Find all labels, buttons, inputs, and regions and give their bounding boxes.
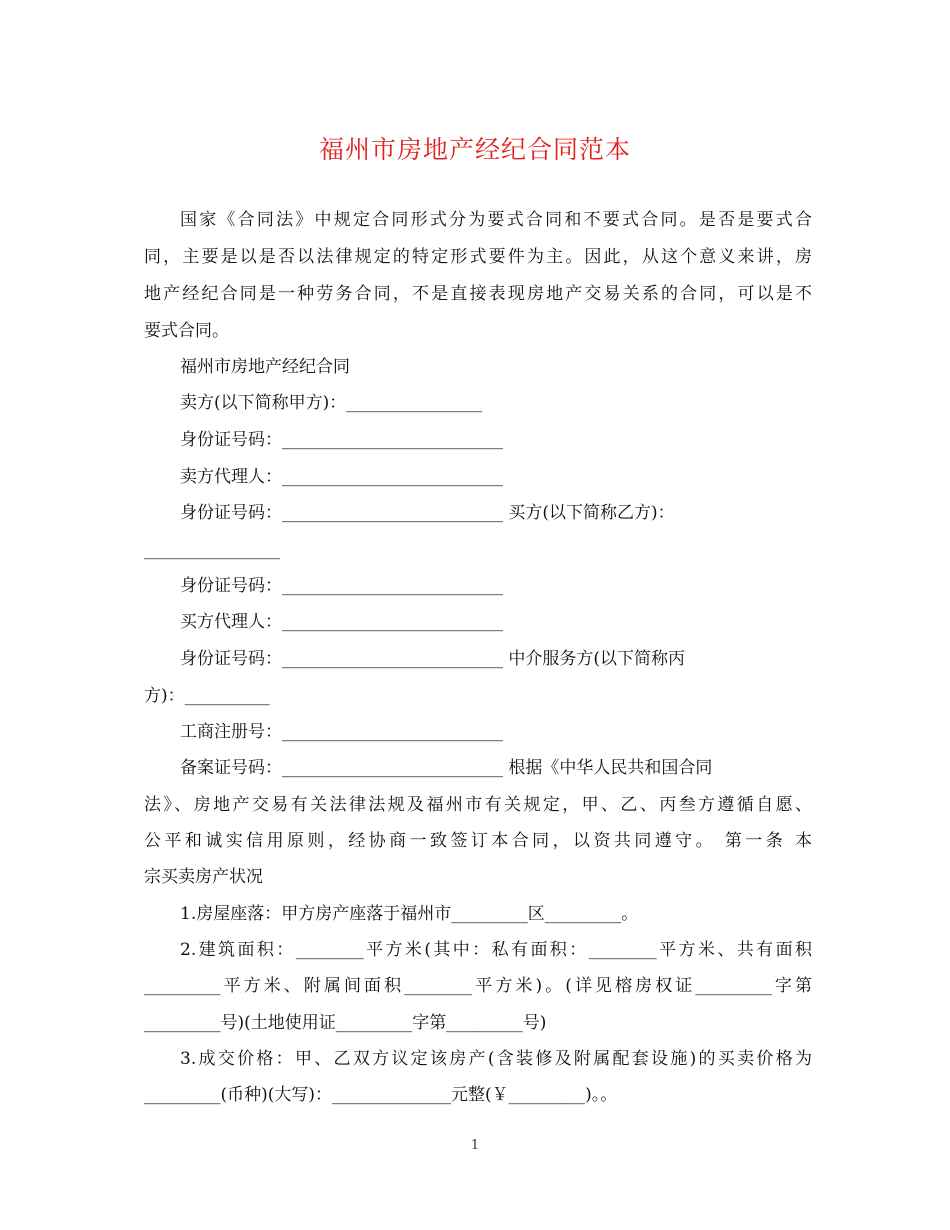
paragraph-line: 国家《合同法》中规定合同形式分为要式合同和不要式合同。是否是要式合	[180, 210, 812, 230]
clause-area-cont: _________平方米、附属间面积________平方米)。(详见榕房权证_________字第	[144, 976, 812, 996]
filing-number-field: 备案证号码：__________________________ 根据《中华人民共和国合同	[180, 758, 713, 778]
paragraph-line: 宗买卖房产状况	[144, 867, 263, 887]
paragraph-line: 同，主要是以是否以法律规定的特定形式要件为主。因此，从这个意义来讲，房	[144, 247, 812, 267]
clause-area-cont: _________号)(土地使用证_________字第_________号)	[144, 1013, 547, 1033]
business-reg-field: 工商注册号：__________________________	[180, 722, 503, 742]
buyer-agent-field: 买方代理人：__________________________	[180, 612, 503, 632]
paragraph-line: 法》、房地产交易有关法律法规及福州市有关规定，甲、乙、丙叁方遵循自愿、	[144, 795, 812, 815]
seller-agent-field: 卖方代理人：__________________________	[180, 467, 503, 487]
clause-price-cont: _________(币种)(大写)：______________元整(￥_________)。。	[144, 1085, 618, 1105]
paragraph-line: 地产经纪合同是一种劳务合同，不是直接表现房地产交易关系的合同，可以是不	[144, 284, 812, 304]
buyer-blank: ________________	[144, 540, 280, 560]
seller-id-field: 身份证号码：__________________________	[180, 430, 503, 450]
document-title: 福州市房地产经纪合同范本	[318, 135, 631, 164]
buyer-agent-id-field: 身份证号码：__________________________ 中介服务方(以下简称丙	[180, 649, 686, 669]
contract-heading: 福州市房地产经纪合同	[180, 357, 350, 377]
page-number: 1	[470, 1138, 480, 1153]
paragraph-line: 要式合同。	[144, 321, 229, 341]
seller-agent-id-field: 身份证号码：__________________________ 买方(以下简称乙方)：	[180, 503, 675, 523]
seller-field: 卖方(以下简称甲方)：________________	[180, 393, 483, 413]
clause-area: 2.建筑面积：________平方米(其中：私有面积：________平方米、共有面积	[180, 940, 812, 960]
clause-location: 1.房屋座落：甲方房产座落于福州市_________区_________。	[180, 904, 639, 924]
paragraph-line: 公平和诚实信用原则，经协商一致签订本合同，以资共同遵守。 第一条 本	[144, 831, 812, 851]
buyer-id-field: 身份证号码：__________________________	[180, 576, 503, 596]
agency-field: 方)：__________	[144, 686, 270, 706]
clause-price: 3.成交价格：甲、乙双方议定该房产(含装修及附属配套设施)的买卖价格为	[180, 1049, 812, 1069]
